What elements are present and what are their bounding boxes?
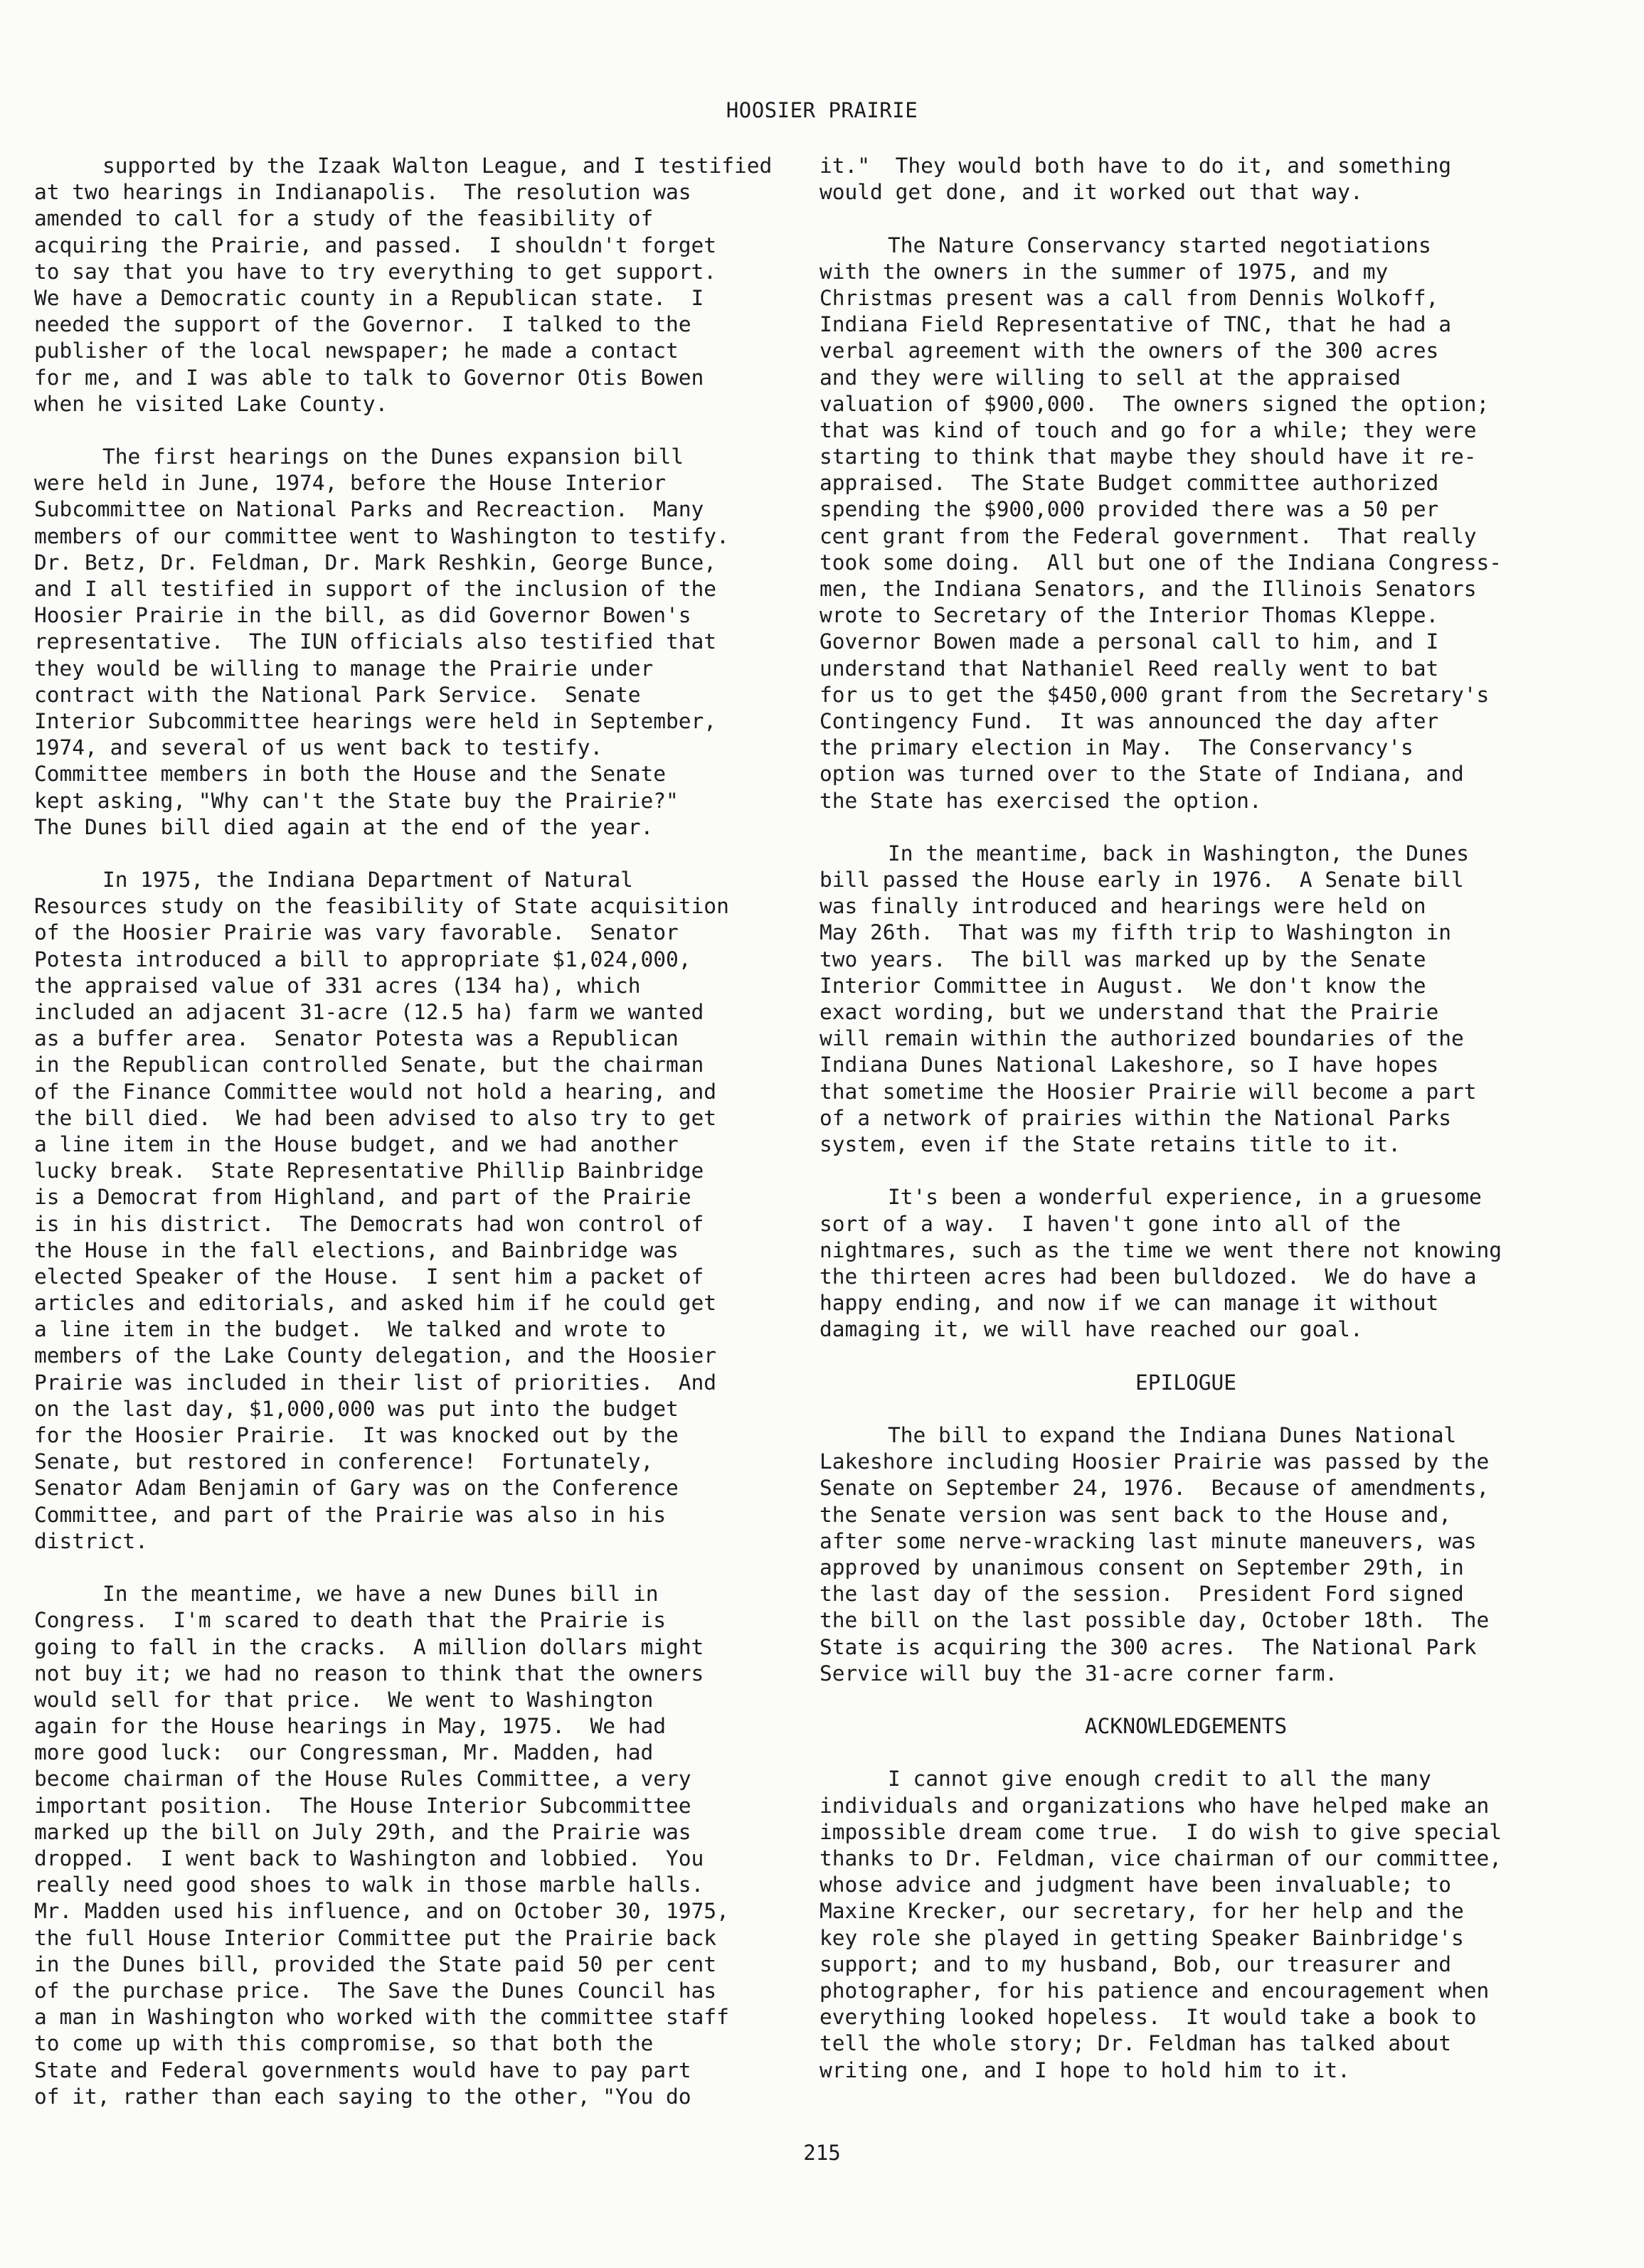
text-line: support; and to my husband, Bob, our treasurer and bbox=[820, 1952, 1452, 1976]
text-line: I cannot give enough credit to all the many bbox=[888, 1767, 1431, 1791]
text-line: of the purchase price. The Save the Dunes Council has bbox=[34, 1978, 717, 2003]
text-line: wrote to Secretary of the Interior Thomas Kleppe. bbox=[820, 603, 1439, 628]
text-line: system, even if the State retains title to it. bbox=[820, 1132, 1401, 1156]
text-line: members of our committee went to Washington to testify. bbox=[34, 523, 729, 548]
text-line: would sell for that price. We went to Washington bbox=[34, 1687, 654, 1712]
text-line: Lakeshore including Hoosier Prairie was passed by the bbox=[820, 1449, 1490, 1474]
text-line: that sometime the Hoosier Prairie will become a part bbox=[820, 1079, 1477, 1104]
text-line: in the Republican controlled Senate, but the chairman bbox=[34, 1053, 704, 1077]
text-line: for the Hoosier Prairie. It was knocked out by the bbox=[34, 1423, 679, 1447]
text-line: Committee, and part of the Prairie was also in his bbox=[34, 1502, 667, 1527]
text-line: The Nature Conservancy started negotiations bbox=[888, 233, 1431, 257]
paragraph-gap bbox=[820, 1740, 1552, 1766]
text-line: really need good shoes to walk in those marble halls. bbox=[34, 1873, 704, 1897]
text-line: of the Hoosier Prairie was vary favorable. Senator bbox=[34, 920, 679, 945]
paragraph bbox=[34, 867, 795, 1555]
text-line: verbal agreement with the owners of the 300 acres bbox=[820, 339, 1439, 363]
text-line: become chairman of the House Rules Committee, a very bbox=[34, 1767, 691, 1791]
text-line: 1974, and several of us went back to testify. bbox=[34, 735, 603, 760]
text-line: marked up the bill on July 29th, and the Prairie was bbox=[34, 1819, 691, 1844]
text-line: Governor Bowen made a personal call to him, and I bbox=[820, 629, 1439, 654]
text-line: Maxine Krecker, our secretary, for her help and the bbox=[820, 1899, 1464, 1924]
text-line: of the Finance Committee would not hold a hearing, and bbox=[34, 1079, 717, 1104]
text-line: on the last day, $1,000,000 was put into the budget bbox=[34, 1396, 679, 1421]
text-line: and I all testified in support of the inclusion of the bbox=[34, 577, 717, 601]
text-line: Senator Adam Benjamin of Gary was on the Conference bbox=[34, 1476, 679, 1501]
text-line: to come up with this compromise, so that both the bbox=[34, 2031, 654, 2056]
text-line: of a network of prairies within the National Parks bbox=[820, 1105, 1452, 1130]
text-line: We have a Democratic county in a Republican state. I bbox=[34, 285, 704, 310]
text-line: the thirteen acres had been bulldozed. We do have a bbox=[820, 1264, 1477, 1289]
text-line: bill passed the House early in 1976. A Senate bill bbox=[820, 868, 1464, 893]
text-line: for us to get the $450,000 grant from the Secretary's bbox=[820, 682, 1490, 707]
text-line: going to fall in the cracks. A million dollars might bbox=[34, 1634, 704, 1659]
text-line: representative. The IUN officials also testified that bbox=[34, 629, 717, 654]
text-line: acquiring the Prairie, and passed. I shouldn't forget bbox=[34, 233, 717, 257]
text-line: the State has exercised the option. bbox=[820, 788, 1262, 813]
text-line: cent grant from the Federal government. That really bbox=[820, 523, 1477, 548]
text-line: It's been a wonderful experience, in a gruesome bbox=[888, 1185, 1482, 1210]
text-line: articles and editorials, and asked him if he could get bbox=[34, 1291, 717, 1316]
text-line: kept asking, "Why can't the State buy the Prairie?" bbox=[34, 788, 679, 813]
text-line: contract with the National Park Service. Senate bbox=[34, 682, 641, 707]
text-line: the bill died. We had been advised to also try to get bbox=[34, 1105, 717, 1130]
text-line: publisher of the local newspaper; he made a contact bbox=[34, 339, 679, 363]
text-line: the last day of the session. President Ford signed bbox=[820, 1582, 1464, 1607]
text-line: nightmares, such as the time we went there not knowing bbox=[820, 1237, 1502, 1262]
text-line: important position. The House Interior Subcommittee bbox=[34, 1793, 691, 1818]
right-column bbox=[820, 153, 1552, 2084]
text-line: was finally introduced and hearings were held on bbox=[820, 894, 1426, 919]
text-line: State and Federal governments would have to pay part bbox=[34, 2057, 691, 2082]
text-line: again for the House hearings in May, 1975. We had bbox=[34, 1714, 667, 1739]
text-line: Hoosier Prairie in the bill, as did Governor Bowen's bbox=[34, 603, 691, 628]
paragraph-gap bbox=[820, 1158, 1552, 1184]
text-line: took some doing. All but one of the Indiana Congress- bbox=[820, 550, 1502, 575]
text-line: Interior Committee in August. We don't know the bbox=[820, 973, 1426, 998]
text-line: damaging it, we will have reached our goal. bbox=[820, 1317, 1363, 1342]
text-line: is in his district. The Democrats had won control of bbox=[34, 1211, 704, 1236]
paragraph bbox=[820, 1766, 1552, 2083]
paragraph-gap bbox=[820, 1396, 1552, 1422]
paragraph-gap bbox=[34, 417, 795, 444]
text-line: with the owners in the summer of 1975, and my bbox=[820, 259, 1389, 284]
text-line: valuation of $900,000. The owners signed the option; bbox=[820, 391, 1490, 416]
text-line: it." They would both have to do it, and something bbox=[820, 154, 1452, 178]
text-line: Interior Subcommittee hearings were held in September, bbox=[34, 708, 717, 733]
text-line: Prairie was included in their list of priorities. And bbox=[34, 1370, 717, 1395]
text-line: as a buffer area. Senator Potesta was a Republican bbox=[34, 1026, 679, 1051]
text-line: May 26th. That was my fifth trip to Washington in bbox=[820, 920, 1452, 945]
text-line: district. bbox=[34, 1528, 148, 1553]
text-line: needed the support of the Governor. I talked to the bbox=[34, 312, 691, 337]
text-line: at two hearings in Indianapolis. The resolution was bbox=[34, 180, 691, 205]
page-number: 215 bbox=[803, 2141, 841, 2165]
text-line: after some nerve-wracking last minute maneuvers, was bbox=[820, 1528, 1477, 1553]
text-line: Congress. I'm scared to death that the Prairie is bbox=[34, 1608, 667, 1633]
text-line: Senate on September 24, 1976. Because of amendments, bbox=[820, 1476, 1490, 1501]
text-line: of it, rather than each saying to the other, "You do bbox=[34, 2084, 691, 2109]
paragraph-gap bbox=[34, 1555, 795, 1581]
paragraph bbox=[820, 1422, 1552, 1687]
text-line: thanks to Dr. Feldman, vice chairman of our committee, bbox=[820, 1846, 1502, 1870]
text-line: a man in Washington who worked with the committee staff bbox=[34, 2005, 729, 2030]
text-line: that was kind of touch and go for a while; they were bbox=[820, 417, 1477, 442]
text-line: The bill to expand the Indiana Dunes National bbox=[888, 1423, 1457, 1447]
text-line: included an adjacent 31-acre (12.5 ha) farm we wanted bbox=[34, 1000, 704, 1024]
text-line: would get done, and it worked out that way. bbox=[820, 180, 1363, 205]
text-line: Indiana Dunes National Lakeshore, so I have hopes bbox=[820, 1053, 1439, 1077]
running-title: HOOSIER PRAIRIE bbox=[726, 98, 918, 122]
text-line: the primary election in May. The Conservancy's bbox=[820, 735, 1414, 760]
text-line: The first hearings on the Dunes expansion bill bbox=[102, 444, 684, 469]
text-line: Potesta introduced a bill to appropriate $1,024,000, bbox=[34, 947, 691, 971]
text-line: for me, and I was able to talk to Governor Otis Bowen bbox=[34, 365, 704, 390]
text-line: starting to think that maybe they should have it re- bbox=[820, 444, 1477, 469]
text-line: photographer, for his patience and encouragement when bbox=[820, 1978, 1490, 2003]
text-line: key role she played in getting Speaker Bainbridge's bbox=[820, 1925, 1464, 1950]
text-line: supported by the Izaak Walton League, and I testified bbox=[102, 154, 773, 178]
text-line: and they were willing to sell at the appraised bbox=[820, 365, 1401, 390]
text-line: lucky break. State Representative Phillip Bainbridge bbox=[34, 1159, 704, 1183]
paragraph bbox=[820, 841, 1552, 1158]
text-line: exact wording, but we understand that the Prairie bbox=[820, 1000, 1439, 1024]
text-line: Senate, but restored in conference! Fortunately, bbox=[34, 1449, 654, 1474]
text-line: sort of a way. I haven't gone into all of the bbox=[820, 1211, 1401, 1236]
left-column bbox=[34, 153, 795, 2110]
text-line: appraised. The State Budget committee authorized bbox=[820, 471, 1439, 496]
text-line: happy ending, and now if we can manage it without bbox=[820, 1291, 1439, 1316]
text-line: in the Dunes bill, provided the State paid 50 per cent bbox=[34, 1952, 717, 1976]
text-line: Service will buy the 31-acre corner farm. bbox=[820, 1661, 1338, 1686]
paragraph bbox=[34, 444, 795, 841]
text-line: men, the Indiana Senators, and the Illinois Senators bbox=[820, 577, 1477, 601]
text-line: writing one, and I hope to hold him to it. bbox=[820, 2057, 1350, 2082]
text-line: elected Speaker of the House. I sent him a packet of bbox=[34, 1264, 704, 1289]
text-line: the appraised value of 331 acres (134 ha), which bbox=[34, 973, 641, 998]
text-line: Committee members in both the House and the Senate bbox=[34, 762, 667, 787]
text-line: In the meantime, back in Washington, the Dunes bbox=[888, 841, 1469, 866]
text-line: Dr. Betz, Dr. Feldman, Dr. Mark Reshkin, George Bunce, bbox=[34, 550, 717, 575]
section-heading: ACKNOWLEDGEMENTS bbox=[1084, 1714, 1288, 1739]
text-line: Christmas present was a call from Dennis Wolkoff, bbox=[820, 285, 1439, 310]
paragraph bbox=[820, 1184, 1552, 1343]
text-line: Mr. Madden used his influence, and on October 30, 1975, bbox=[34, 1899, 729, 1924]
paragraph-gap bbox=[820, 814, 1552, 841]
paragraph-gap bbox=[820, 1343, 1552, 1369]
paragraph bbox=[820, 233, 1552, 814]
text-line: In 1975, the Indiana Department of Natural bbox=[102, 868, 633, 893]
paragraph-gap bbox=[34, 841, 795, 867]
text-line: State is acquiring the 300 acres. The National Park bbox=[820, 1634, 1477, 1659]
text-line: whose advice and judgment have been invaluable; to bbox=[820, 1873, 1452, 1897]
text-line: when he visited Lake County. bbox=[34, 391, 388, 416]
text-line: a line item in the House budget, and we had another bbox=[34, 1132, 679, 1156]
paragraph bbox=[34, 153, 795, 417]
text-line: they would be willing to manage the Prairie under bbox=[34, 656, 654, 681]
text-line: everything looked hopeless. It would take a book to bbox=[820, 2005, 1477, 2030]
text-line: Indiana Field Representative of TNC, that he had a bbox=[820, 312, 1452, 337]
paragraph-gap bbox=[820, 1687, 1552, 1713]
text-line: In the meantime, we have a new Dunes bill in bbox=[102, 1582, 659, 1607]
text-line: individuals and organizations who have helped make an bbox=[820, 1793, 1490, 1818]
text-line: option was turned over to the State of Indiana, and bbox=[820, 762, 1464, 787]
text-line: dropped. I went back to Washington and lobbied. You bbox=[34, 1846, 704, 1870]
text-line: impossible dream come true. I do wish to give special bbox=[820, 1819, 1502, 1844]
text-line: will remain within the authorized boundaries of the bbox=[820, 1026, 1464, 1051]
text-line: tell the whole story; Dr. Feldman has talked about bbox=[820, 2031, 1452, 2056]
section-heading: EPILOGUE bbox=[1135, 1370, 1237, 1395]
text-line: to say that you have to try everything to get support. bbox=[34, 259, 717, 284]
text-line: the House in the fall elections, and Bainbridge was bbox=[34, 1237, 679, 1262]
text-line: not buy it; we had no reason to think that the owners bbox=[34, 1661, 704, 1686]
text-line: the Senate version was sent back to the House and, bbox=[820, 1502, 1452, 1527]
text-line: two years. The bill was marked up by the Senate bbox=[820, 947, 1426, 971]
text-line: Subcommittee on National Parks and Recreaction. Many bbox=[34, 497, 704, 522]
text-line: understand that Nathaniel Reed really went to bat bbox=[820, 656, 1439, 681]
paragraph bbox=[34, 1581, 795, 2110]
text-line: Contingency Fund. It was announced the day after bbox=[820, 708, 1439, 733]
text-line: is a Democrat from Highland, and part of the Prairie bbox=[34, 1185, 691, 1210]
text-line: approved by unanimous consent on September 29th, in bbox=[820, 1555, 1464, 1580]
text-line: spending the $900,000 provided there was a 50 per bbox=[820, 497, 1439, 522]
text-line: a line item in the budget. We talked and wrote to bbox=[34, 1317, 667, 1342]
text-line: amended to call for a study of the feasibility of bbox=[34, 206, 654, 231]
paragraph-gap bbox=[820, 206, 1552, 232]
text-line: Resources study on the feasibility of State acquisition bbox=[34, 894, 729, 919]
paragraph bbox=[820, 153, 1552, 206]
text-line: The Dunes bill died again at the end of the year. bbox=[34, 814, 654, 839]
text-line: were held in June, 1974, before the House Interior bbox=[34, 471, 667, 496]
text-line: the bill on the last possible day, October 18th. The bbox=[820, 1608, 1490, 1633]
text-line: more good luck: our Congressman, Mr. Madden, had bbox=[34, 1740, 654, 1765]
text-line: members of the Lake County delegation, and the Hoosier bbox=[34, 1343, 717, 1368]
text-line: the full House Interior Committee put the Prairie back bbox=[34, 1925, 717, 1950]
